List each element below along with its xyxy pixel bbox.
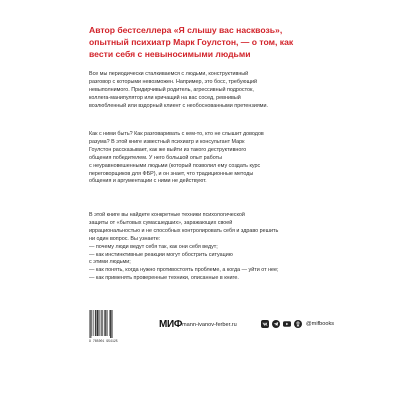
text-line: возлюбленный или вздорный клиент с необоснованными претензиями.: [89, 102, 269, 109]
text-line: — как понять, когда нужно противостоять проблеме, а когда — уйти от нее;: [89, 267, 279, 274]
footer: [89, 310, 335, 344]
text-line: коллега-манипулятор или кричащий на вас сосед, ревнивый: [89, 94, 241, 101]
social-handle[interactable]: @mifbooks: [306, 321, 335, 327]
text-line: ни один вопрос. Вы узнаете:: [89, 235, 161, 242]
text-line: Гоулстон рассказывает, как же выйти из такого деструктивного: [89, 146, 247, 153]
social-links: [261, 320, 334, 328]
text-line: разговор с которыми невозможен. Например, это босс, требующий: [89, 78, 258, 85]
text-line: В этой книге вы найдете конкретные техники психологической: [89, 212, 245, 218]
barcode-bar: [102, 310, 103, 336]
publisher-logo: МИФ: [159, 319, 183, 330]
paragraph-techniques: [89, 212, 329, 283]
text-line: — почему люди ведут себя так, как они себя ведут;: [89, 243, 218, 250]
text-line: — как применять проверенные техники, описанные в книге.: [89, 275, 239, 282]
headline-line: Автор бестселлера «Я слышу вас насквозь»,: [89, 25, 283, 35]
text-line: с неуравновешенными людьми (который позволил ему создать курс: [89, 162, 261, 169]
text-line: с этими людьми;: [89, 259, 131, 266]
text-line: невыполнимого. Придирчивый родитель, агрессивный подросток,: [89, 86, 254, 93]
barcode: [89, 310, 123, 340]
barcode-bar: [90, 310, 91, 338]
barcode-bar: [95, 310, 96, 336]
paragraph-intro: [89, 71, 329, 111]
barcode-bar: [97, 310, 98, 336]
barcode-bar: [110, 310, 111, 338]
barcode-number: 9 785001 954125: [89, 339, 118, 343]
barcode-bars: [89, 310, 123, 338]
text-line: иррациональностью и не способных контролировать себя и здраво решить: [89, 227, 279, 234]
text-line: переговорщиков для ФБР), и он знает, что традиционные методы: [89, 170, 254, 177]
text-line: разума? В этой книге известный психиатр и консультант Марк: [89, 138, 245, 145]
paragraph-question: [89, 131, 329, 186]
text-line: общения победителем. У него большой опыт работы: [89, 154, 222, 161]
text-line: — как инстинктивные реакции могут обострить ситуацию: [89, 251, 233, 258]
text-line: Все мы периодически сталкиваемся с людьми, конструктивный: [89, 71, 249, 77]
barcode-bar: [112, 310, 113, 338]
youtube-icon[interactable]: [283, 320, 291, 328]
ok-icon[interactable]: [294, 320, 302, 328]
headline: [89, 24, 321, 61]
headline-line: вести себя с невыносимыми людьми: [89, 49, 251, 60]
text-line: общения и аргументации с ними не действуют.: [89, 178, 207, 185]
text-line: Как с ними быть? Как разговаривать с кем-то, кто не слышит доводов: [89, 131, 264, 137]
website-link[interactable]: mann-ivanov-ferber.ru: [182, 322, 237, 328]
telegram-icon[interactable]: [272, 320, 280, 328]
barcode-bar: [105, 310, 106, 336]
vk-icon[interactable]: [261, 320, 269, 328]
text-line: защиты от «бытовых сумасшедших», заражающих своей: [89, 219, 233, 226]
headline-line: опытный психиатр Марк Гоулстон, — о том, как: [89, 37, 294, 48]
